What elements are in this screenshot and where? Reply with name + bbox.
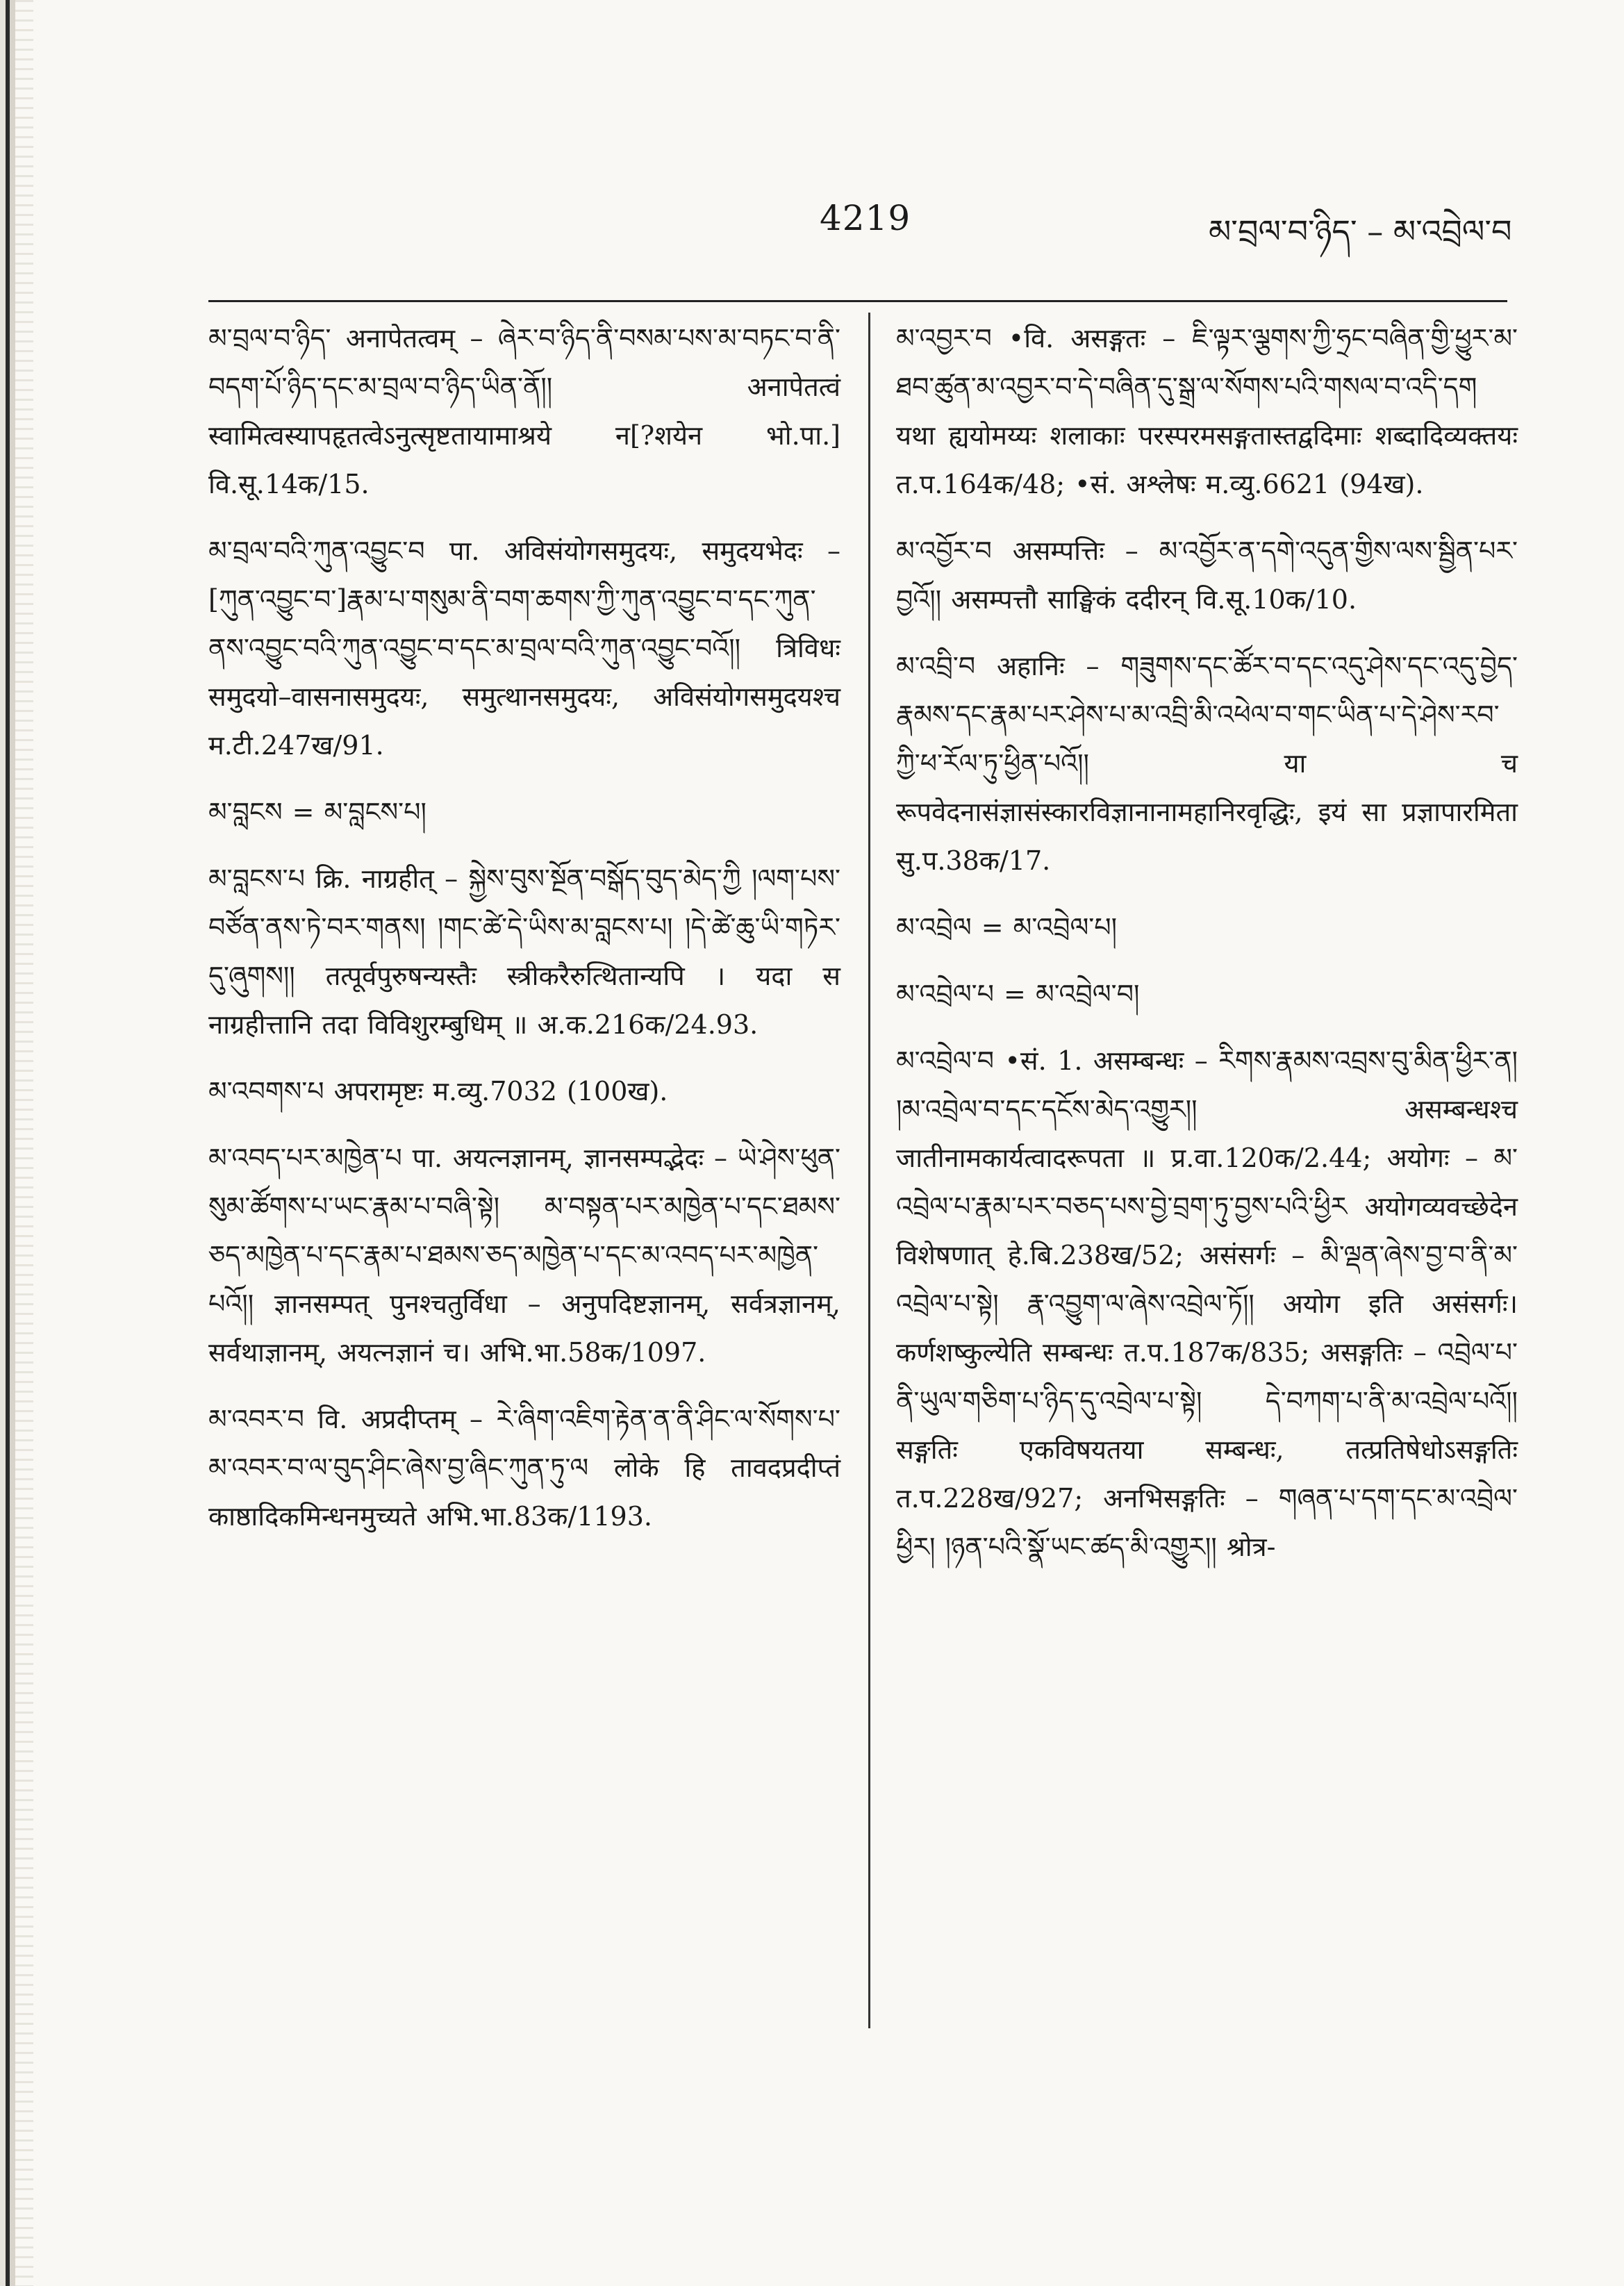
right-column	[896, 314, 1518, 1589]
binding-edge	[0, 0, 15, 2286]
binding-dots	[15, 0, 33, 2286]
running-head: མ་བྲལ་བ་ཉིད་ – མ་འབྲེལ་བ	[1209, 213, 1512, 250]
dictionary-entry: མ་འབར་བ वि. अप्रदीप्तम् – རེ་ཞིག་འཇིག་རྟེན་ན་ནི་ཤིང་ལ་སོགས་པ་མ་འབར་བ་ལ་བུད་ཤིང་ཞེས་བྱ་ཞིང་ཀུན་ཏུ་ལ लोके हि तावदप्रदीप्तं काष्ठादिकमिन्धनमुच्यते अभि.भा.83क/1193.	[208, 1404, 840, 1532]
dictionary-entry: མ་འབྱོར་བ असम्पत्तिः – མ་འབྱོར་ན་དགེ་འདུན་གྱིས་ལས་སྦྱིན་པར་བྱའོ།། असम्पत्तौ साङ्घिकं ददीरन् वि.सू.10क/10.	[896, 536, 1518, 615]
dictionary-entry: མ་བླངས་པ क्रि. नाग्रहीत् – སྐྱེས་བུས་སྔོན་བསྒོད་བུད་མེད་ཀྱི །ལག་པས་བཙོན་ནས་ཏེ་བར་གནས། །གང་ཚེ་དེ་ཡིས་མ་བླངས་པ། །དེ་ཚེ་ཆུ་ཡི་གཏེར་དུ་ཞུགས།། तत्पूर्वपुरुषन्यस्तैः स्त्रीकरैरुत्थितान्यपि । यदा स नाग्रहीत्तानि तदा विविशुरम्बुधिम् ॥ अ.क.216क/24.93.	[208, 863, 840, 1040]
header-rule	[208, 300, 1507, 302]
column-divider	[868, 313, 870, 2028]
dictionary-entry: མ་འབྱར་བ •वि. असङ्गतः – ཇི་ལྟར་ལྕགས་ཀྱི་ཧྲང་བཞིན་གྱི་ཕྱུར་མ་ཐབ་ཚུན་མ་འབྱར་བ་དེ་བཞིན་དུ་སྒྲ་ལ་སོགས་པའི་གསལ་བ་འདི་དག यथा ह्ययोमय्यः शलाकाः परस्परमसङ्गतास्तद्वदिमाः शब्दादिव्यक्तयः त.प.164क/48; •सं. अश्लेषः म.व्यु.6621 (94ख).	[896, 323, 1518, 499]
dictionary-entry: མ་འབྲེལ = མ་འབྲེལ་པ།	[896, 912, 1118, 943]
dictionary-entry: མ་བྲལ་བའི་ཀུན་འབྱུང་བ पा. अविसंयोगसमुदयः, समुदयभेदः – [ཀུན་འབྱུང་བ་]རྣམ་པ་གསུམ་ནི་བག་ཆགས་ཀྱི་ཀུན་འབྱུང་བ་དང་ཀུན་ནས་འབྱུང་བའི་ཀུན་འབྱུང་བ་དང་མ་བྲལ་བའི་ཀུན་འབྱུང་བའོ།། त्रिविधः समुदयो–वासनासमुदयः, समुत्थानसमुदयः, अविसंयोगसमुदयश्च म.टी.247ख/91.	[208, 536, 840, 761]
dictionary-entry: མ་འབྲི་བ अहानिः – གཟུགས་དང་ཚོར་བ་དང་འདུ་ཤེས་དང་འདུ་བྱེད་རྣམས་དང་རྣམ་པར་ཤེས་པ་མ་འབྲི་མི་འཕེལ་བ་གང་ཡིན་པ་དེ་ཤེས་རབ་ཀྱི་ཕ་རོལ་ཏུ་ཕྱིན་པའོ།། या च रूपवेदनासंज्ञासंस्कारविज्ञानानामहानिरवृद्धिः, इयं सा प्रज्ञापारमिता सु.प.38क/17.	[896, 651, 1518, 876]
dictionary-entry: མ་འབྲེལ་པ = མ་འབྲེལ་བ།	[896, 979, 1140, 1009]
dictionary-entry: མ་བླངས = མ་བླངས་པ།	[208, 797, 426, 827]
left-column	[208, 314, 840, 1559]
dictionary-entry: མ་འབད་པར་མཁྱེན་པ पा. अयत्नज्ञानम्, ज्ञानसम्पद्भेदः – ཡེ་ཤེས་ཕུན་སུམ་ཚོགས་པ་ཡང་རྣམ་པ་བཞི་སྟེ། མ་བསྟན་པར་མཁྱེན་པ་དང་ཐམས་ཅད་མཁྱེན་པ་དང་རྣམ་པ་ཐམས་ཅད་མཁྱེན་པ་དང་མ་འབད་པར་མཁྱེན་པའོ།། ज्ञानसम्पत् पुनश्चतुर्विधा – अनुपदिष्टज्ञानम्, सर्वत्रज्ञानम्, सर्वथाज्ञानम्, अयत्नज्ञानं च। अभि.भा.58क/1097.	[208, 1143, 840, 1368]
dictionary-entry: མ་འབགས་པ अपरामृष्टः म.व्यु.7032 (100ख).	[208, 1076, 668, 1107]
dictionary-entry: མ་བྲལ་བ་ཉིད་ अनापेतत्वम् – ཞེར་བ་ཉིད་ནི་བསམ་པས་མ་བཏང་བ་ནི་བདག་པོ་ཉིད་དང་མ་བྲལ་བ་ཉིད་ཡིན་ནོ།། अनापेतत्वं स्वामित्वस्यापहृतत्वेऽनुत्सृष्टतायामाश्रये न[?शयेन भो.पा.] वि.सू.14क/15.	[208, 323, 840, 499]
page-number: 4219	[820, 198, 911, 238]
dictionary-entry: མ་འབྲེལ་བ •सं. 1. असम्बन्धः – རིགས་རྣམས་འབྲས་བུ་མིན་ཕྱིར་ན། །མ་འབྲེལ་བ་དང་དངོས་མེད་འགྱུར།། असम्बन्धश्च जातीनामकार्यत्वादरूपता ॥ प्र.वा.120क/2.44; अयोगः – མ་འབྲེལ་པ་རྣམ་པར་བཅད་པས་བྱེ་བྲག་ཏུ་བྱས་པའི་ཕྱིར अयोगव्यवच्छेदेन विशेषणात् हे.बि.238ख/52; असंसर्गः – མི་ལྡན་ཞེས་བྱ་བ་ནི་མ་འབྲེལ་པ་སྟེ། རྣ་འབྱུག་ལ་ཞེས་འབྲེལ་ཏོ།། अयोग इति असंसर्गः। कर्णशष्कुल्येति सम्बन्धः त.प.187क/835; असङ्गतिः – འབྲེལ་པ་ནི་ཡུལ་གཅིག་པ་ཉིད་དུ་འབྲེལ་པ་སྟེ། དེ་བཀག་པ་ནི་མ་འབྲེལ་པའོ།། सङ्गतिः एकविषयतया सम्बन्धः, तत्प्रतिषेधोऽसङ्गतिः त.प.228ख/927; अनभिसङ्गतिः – གཞན་པ་དག་དང་མ་འབྲེལ་ཕྱིར། །ཉན་པའི་སྣོ་ཡང་ཚད་མི་འགྱུར།། श्रोत्र-	[896, 1045, 1518, 1562]
